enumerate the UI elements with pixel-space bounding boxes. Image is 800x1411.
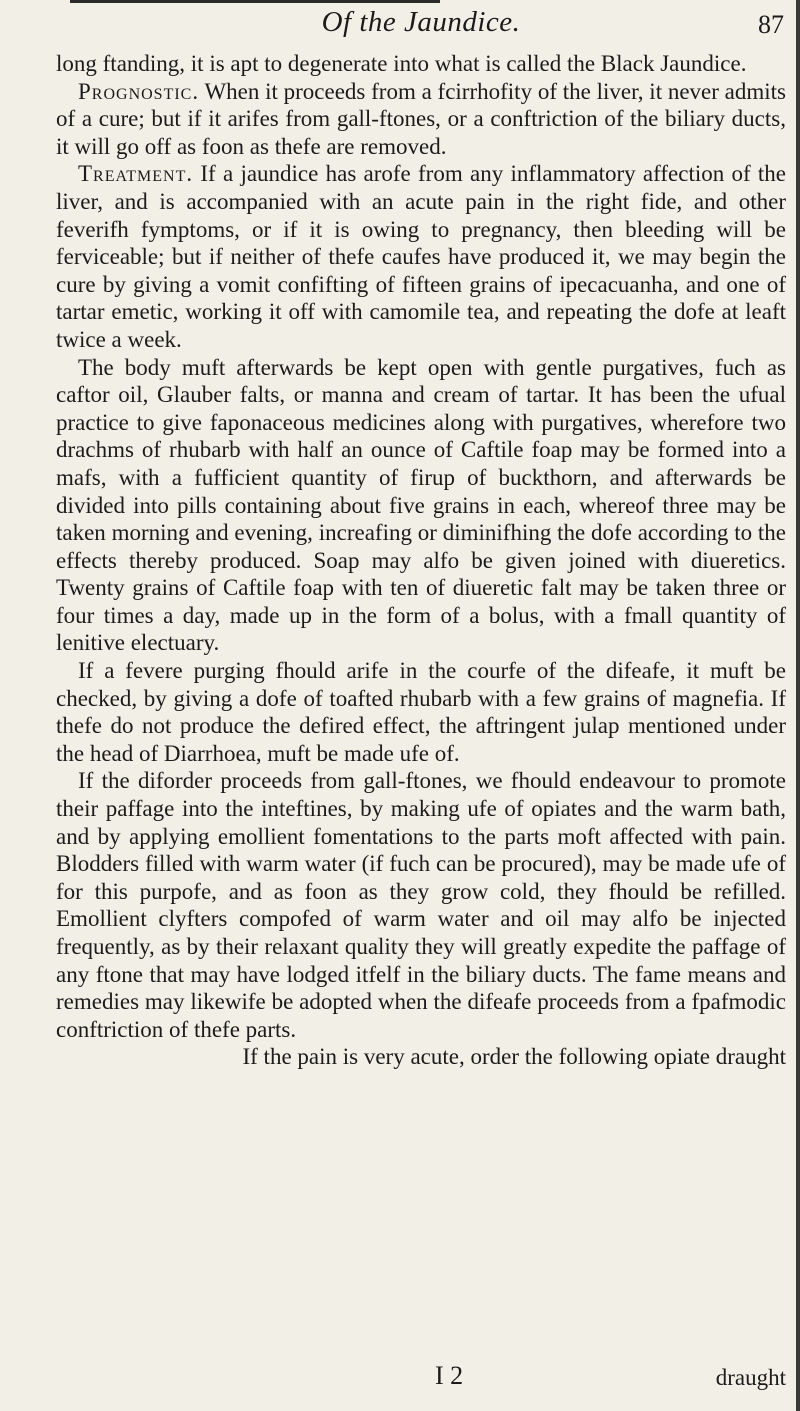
signature-mark: I 2 <box>435 1361 464 1390</box>
page-number: 87 <box>758 10 784 39</box>
paragraph-treatment <box>56 160 786 353</box>
page-edge-shadow <box>796 0 800 1411</box>
paragraph-text: The body muft afterwards be kept open with gentle purgatives, fuch as caftor oil, Glauber falts, or manna and cream of tartar. It has been the ufual practice to give faponaceous medicines along with purgatives, wherefore two drachms of rhubarb with half an ounce of Caftile foap may be formed into a mafs, with a fufficient quantity of firup of buckthorn, and afterwards be divided into pills containing about five grains in each, whereof three may be taken morning and evening, increafing or diminifhing the dofe according to the effects thereby produced. Soap may alfo be given joined with diueretics. Twenty grains of Caftile foap with ten of diueretic falt may be taken three or four times a day, made up in the form of a bolus, with a fmall quantity of lenitive electuary. <box>56 354 786 656</box>
paragraph-text: If a fevere purging fhould arife in the courfe of the difeafe, it muft be checked, by giving a dofe of toafted rhubarb with a few grains of magnefia. If thefe do not produce the defired effect, the aftringent julap mentioned under the head of Diarrhoea, muft be made ufe of. <box>56 658 786 766</box>
paragraph <box>56 1043 786 1071</box>
running-head <box>56 4 786 48</box>
paragraph <box>56 50 786 78</box>
section-lead: Treatment. <box>78 161 194 187</box>
page-footer <box>0 1361 800 1391</box>
paragraph-prognostic <box>56 78 786 161</box>
paragraph <box>56 767 786 1043</box>
section-lead: Prognostic. <box>78 78 200 104</box>
top-rule <box>70 0 440 3</box>
paragraph <box>56 354 786 658</box>
paragraph-text: When it proceeds from a fcirrhofity of the liver, it never admits of a cure; but if it arifes from gall-ftones, or a conftriction of the biliary ducts, it will go off as foon as thefe are removed. <box>56 78 786 159</box>
body-text <box>56 50 786 1071</box>
paragraph-text: If the diforder proceeds from gall-ftones, we fhould endeavour to promote their paffage into the inteftines, by making ufe of opiates and the warm bath, and by applying emollient fomentations to the parts moft affected with pain. Blodders filled with warm water (if fuch can be procured), may be made ufe of for this purpofe, and as foon as they grow cold, they fhould be refilled. Emollient clyfters compofed of warm water and oil may alfo be injected frequently, as by their relaxant quality they will greatly expedite the paffage of any ftone that may have lodged itfelf in the biliary ducts. The fame means and remedies may likewife be adopted when the difeafe proceeds from a fpafmodic conftriction of thefe parts. <box>56 768 786 1042</box>
paragraph-text: If the pain is very acute, order the following opiate draught <box>242 1044 786 1070</box>
paragraph <box>56 657 786 767</box>
catchword: draught <box>715 1365 786 1390</box>
running-title: Of the Jaundice. <box>321 6 521 38</box>
paragraph-text: long ftanding, it is apt to degenerate into what is called the Black Jaundice. <box>56 51 747 76</box>
paragraph-text: If a jaundice has arofe from any inflammatory affection of the liver, and is accompanied with an acute pain in the right fide, and other feverifh fymptoms, or if it is owing to pregnancy, then bleeding will be ferviceable; but if neither of thefe caufes have produced it, we may begin the cure by giving a vomit confifting of fifteen grains of ipecacuanha, and one of tartar emetic, working it off with camomile tea, and repeating the dofe at leaft twice a week. <box>56 161 786 352</box>
